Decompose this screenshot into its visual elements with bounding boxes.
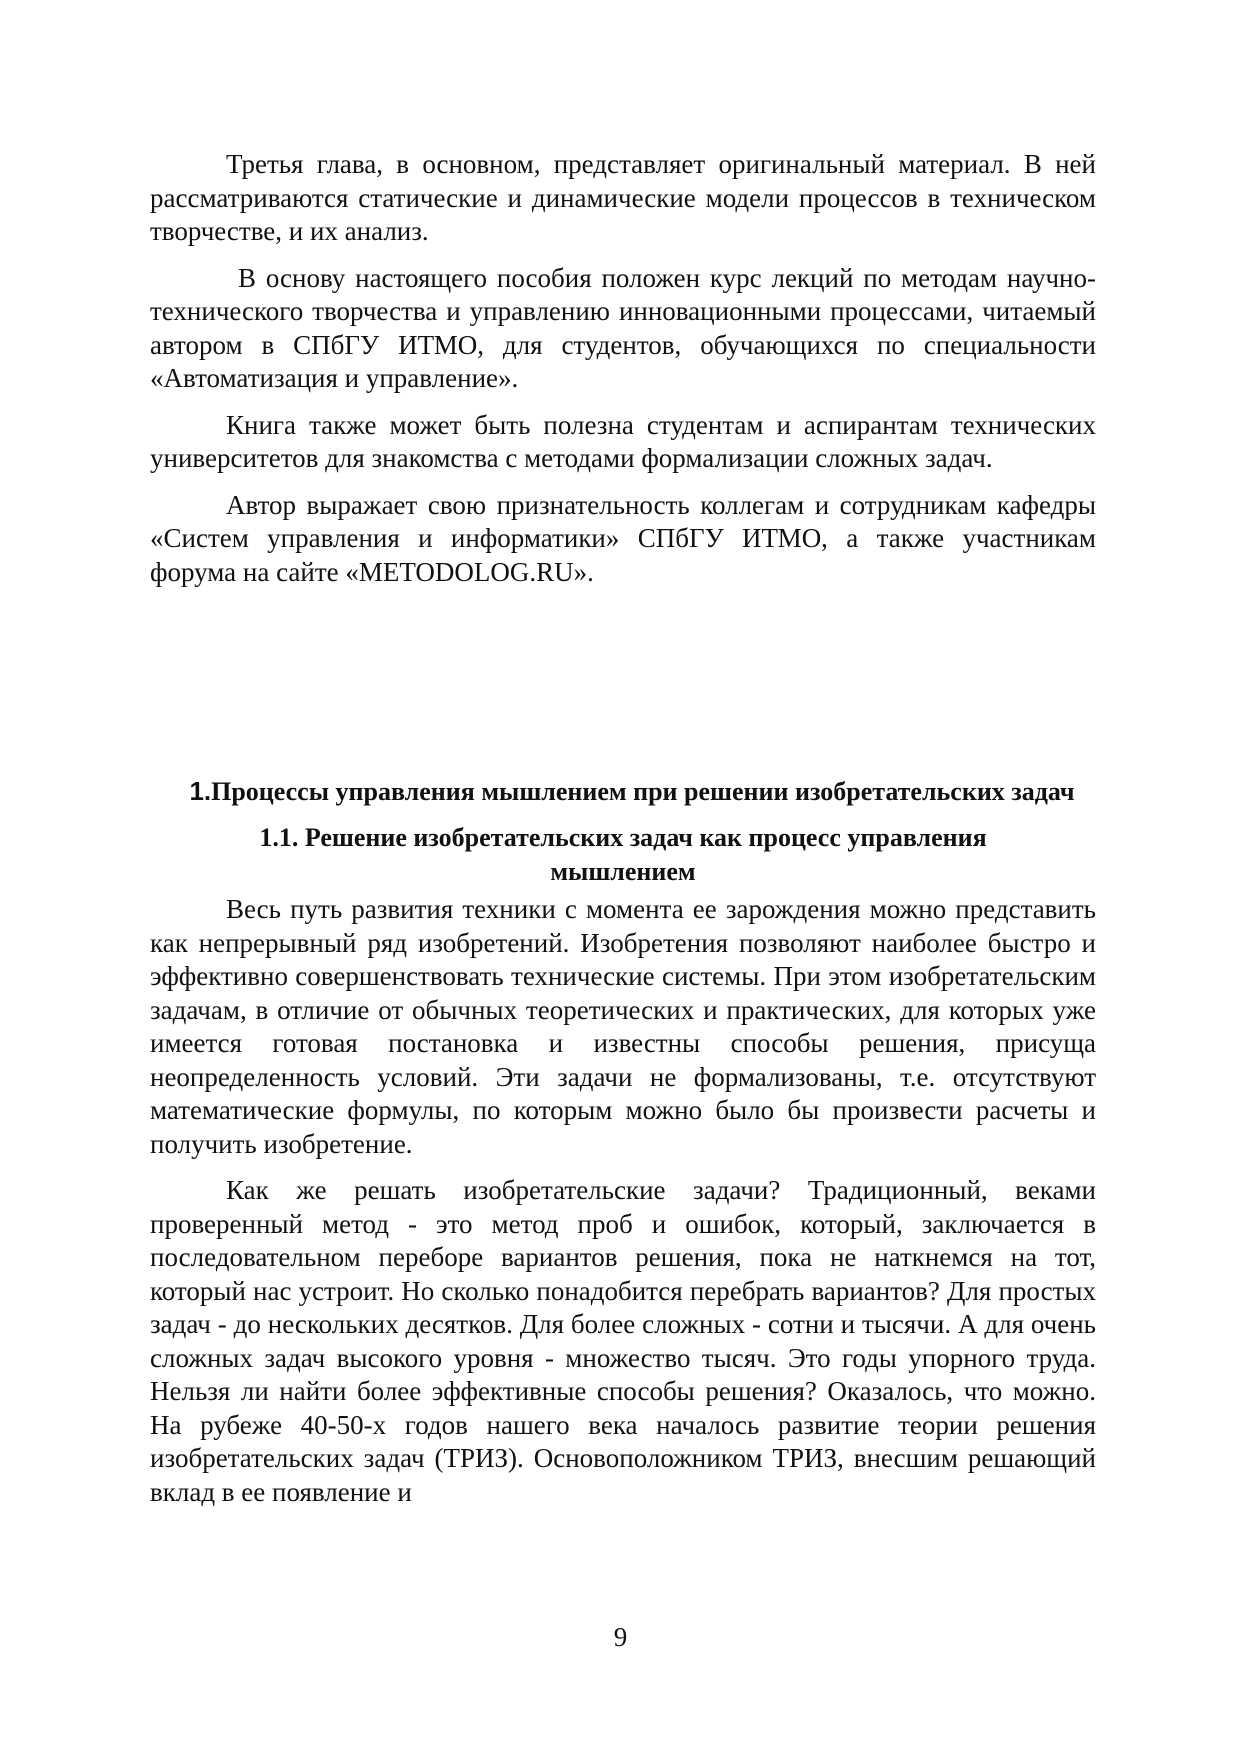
intro-paragraph-2: В основу настоящего пособия положен курс лекций по методам научно-технического творчества и управлению инновационными процессами, читаемый автором в СПбГУ ИТМО, для студентов, обучающихся по специальности «Автоматизация и управление». (150, 262, 1096, 393)
body-paragraph-1: Весь путь развития техники с момента ее зарождения можно представить как непрерывный ряд изобретений. Изобретения позволяют наиболее быстро и эффективно совершенствовать технические системы. При этом изобретательским задачам, в отличие от обычных теоретических и практических, для которых уже имеется готовая постановка и известны способы решения, присуща неопределенность условий. Эти задачи не формализованы, т.е. отсутствуют математические формулы, по которым можно было бы произвести расчеты и получить изобретение. (150, 894, 1096, 1159)
page-number: 9 (613, 1622, 628, 1652)
document-page (150, 148, 1096, 1522)
intro-paragraph-4: Автор выражает свою признательность коллегам и сотрудникам кафедры «Систем управления и информатики» СПбГУ ИТМО, а также участникам форума на сайте «METODOLOG.RU». (150, 489, 1096, 587)
chapter-number: 1. (189, 776, 212, 806)
section-heading: 1.1. Решение изобретательских задач как процесс управления мышлением (259, 823, 987, 886)
body-paragraph-2: Как же решать изобретательские задачи? Традиционный, веками проверенный метод - это метод проб и ошибок, который, заключается в последовательном переборе вариантов решения, пока не наткнемся на тот, который нас устроит. Но сколько понадобится перебрать вариантов? Для простых задач - до нескольких десятков. Для более сложных - сотни и тысячи. А для очень сложных задач высокого уровня - множество тысяч. Это годы упорного труда. Нельзя ли найти более эффективные способы решения? Оказалось, что можно. На рубеже 40-50-х годов нашего века началось развитие теории решения изобретательских задач (ТРИЗ). Основоположником ТРИЗ, внесшим решающий вклад в ее появление и (150, 1175, 1096, 1507)
intro-paragraph-1: Третья глава, в основном, представляет оригинальный материал. В ней рассматриваются статические и динамические модели процессов в техническом творчестве, и их анализ. (150, 149, 1096, 246)
chapter-title: Процессы управления мышлением при решении изобретательских задач (211, 777, 1075, 806)
section-spacer (150, 602, 1096, 774)
chapter-heading (150, 774, 1096, 809)
intro-paragraph-3: Книга также может быть полезна студентам и аспирантам технических университетов для знакомства с методами формализации сложных задач. (150, 409, 1096, 473)
